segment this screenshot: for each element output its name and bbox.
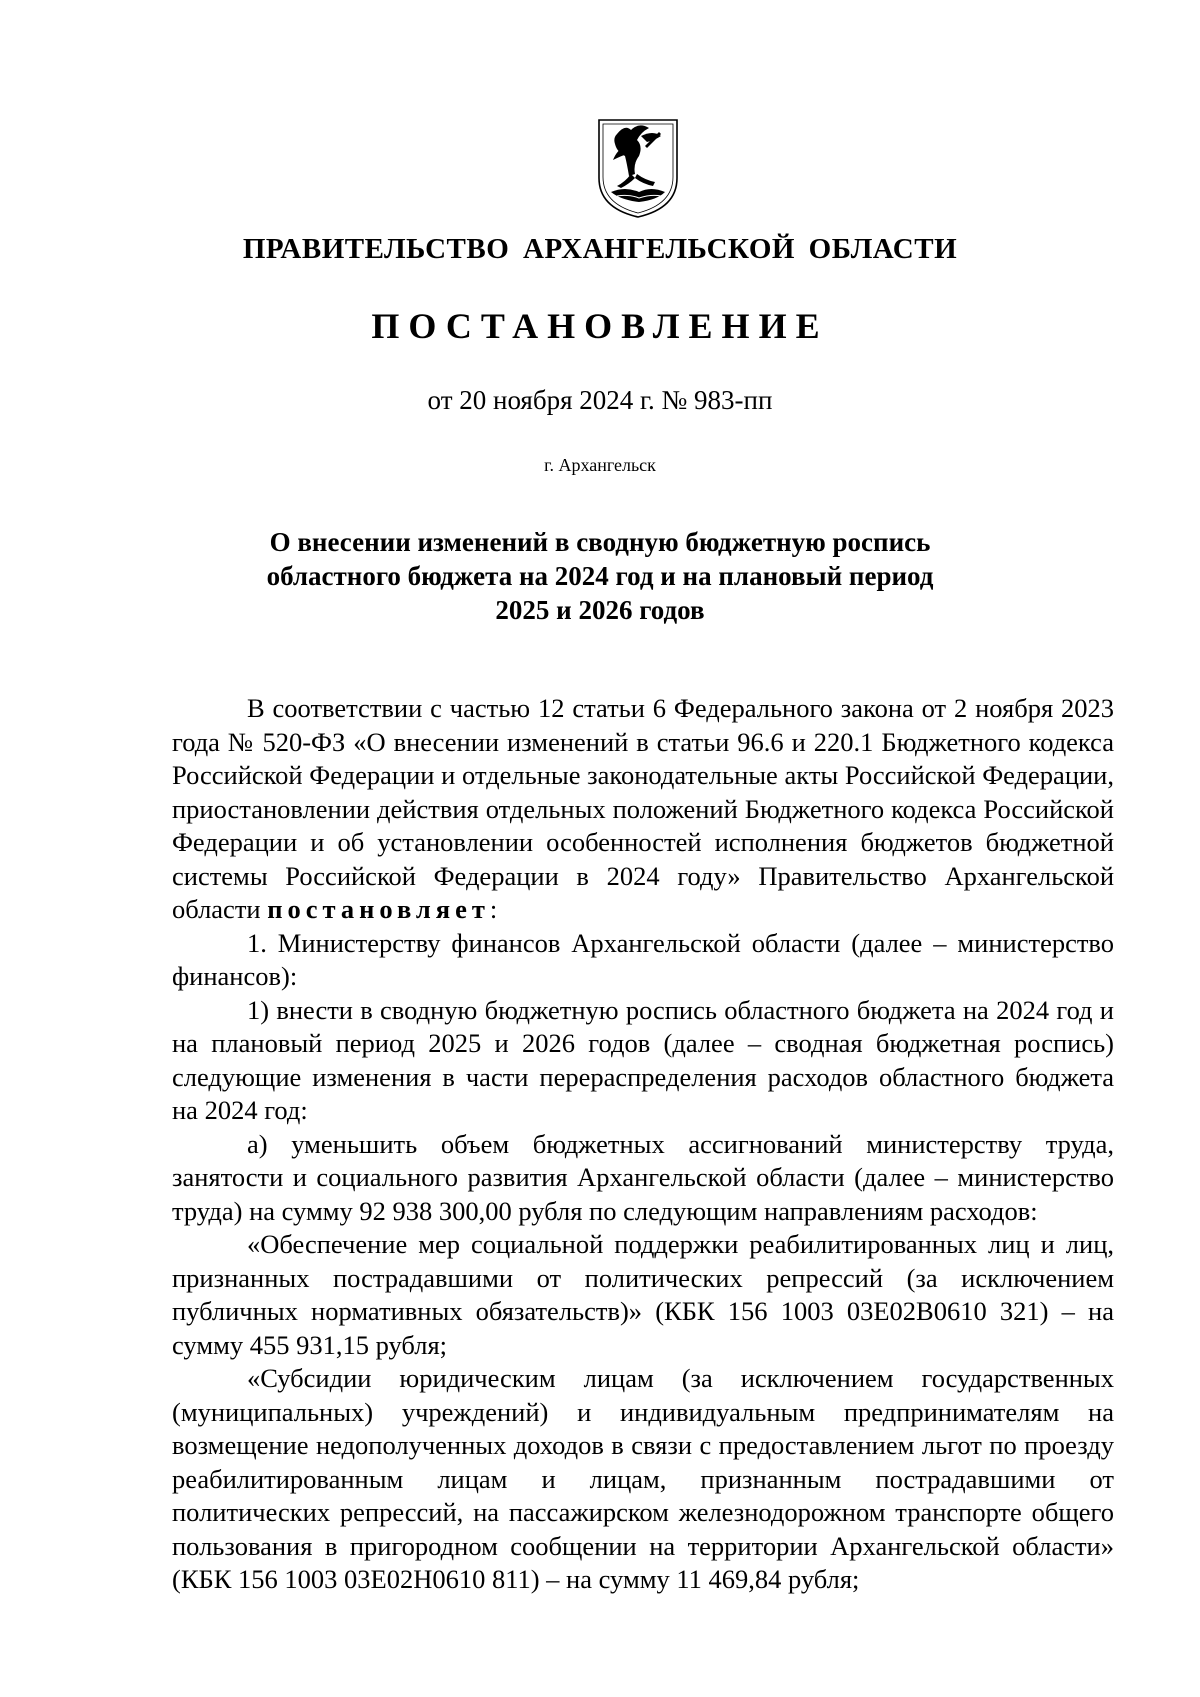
document-title bbox=[200, 525, 1000, 627]
expense-item-paragraph: «Обеспечение мер социальной поддержки реабилитированных лиц и лиц, признанных пострадавшими от политических репрессий (за исключением публичных нормативных обязательств)» (КБК 156 1003 03Е02В0610 321) – на сумму 455 931,15 рубля; bbox=[172, 1229, 1114, 1360]
document-type: ПОСТАНОВЛЕНИЕ bbox=[371, 306, 829, 346]
clause-1-1-paragraph: 1) внести в сводную бюджетную роспись областного бюджета на 2024 год и на плановый период 2025 и 2026 годов (далее – сводная бюджетная роспись) следующие изменения в части перераспределения расходов областного бюджета на 2024 год: bbox=[172, 994, 1114, 1125]
preamble-text: В соответствии с частью 12 статьи 6 Федерального закона от 2 ноября 2023 года № 520-ФЗ «О внесении изменений в статьи 96.6 и 220.1 Бюджетного кодекса Российской Федерации и отдельные законодательные акты Российской Федерации, приостановлении действия отдельных положений Бюджетного кодекса Российской Федерации и об установлении особенностей исполнения бюджетов бюджетной системы Российской Федерации в 2024 году» Правительство Архангельской области bbox=[172, 693, 1114, 924]
clause-a-paragraph: а) уменьшить объем бюджетных ассигнований министерству труда, занятости и социального развития Архангельской области (далее – министерство труда) на сумму 92 938 300,00 рубля по следующим направлениям расходов: bbox=[172, 1128, 1114, 1226]
clause-1-paragraph: 1. Министерству финансов Архангельской области (далее – министерство финансов): bbox=[172, 927, 1114, 991]
preamble-paragraph bbox=[172, 692, 1114, 927]
document-date-number: от 20 ноября 2024 г. № 983-пп bbox=[427, 385, 773, 415]
document-title-line: О внесении изменений в сводную бюджетную роспись bbox=[269, 527, 931, 557]
preamble-end: : bbox=[489, 894, 498, 924]
document-city: г. Архангельск bbox=[544, 455, 656, 475]
expense-item-paragraph: «Субсидии юридическим лицам (за исключением государственных (муниципальных) учреждений) и индивидуальным предпринимателям на возмещение недополученных доходов в связи с предоставлением льгот по проезду реабилитированным лицам и лицам, признанным пострадавшими от политических репрессий, на пассажирском железнодорожном транспорте общего пользования в пригородном сообщении на территории Архангельской области» (КБК 156 1003 03Е02Н0610 811) – на сумму 11 469,84 рубля; bbox=[172, 1363, 1114, 1594]
document-title-line: 2025 и 2026 годов bbox=[495, 595, 705, 625]
document-body bbox=[172, 692, 1114, 1597]
government-title: ПРАВИТЕЛЬСТВО АРХАНГЕЛЬСКОЙ ОБЛАСТИ bbox=[242, 233, 958, 265]
archangel-coat-of-arms-icon bbox=[595, 116, 681, 220]
resolves-word: постановляет bbox=[267, 894, 490, 924]
document-title-line: областного бюджета на 2024 год и на плановый период bbox=[266, 561, 934, 591]
